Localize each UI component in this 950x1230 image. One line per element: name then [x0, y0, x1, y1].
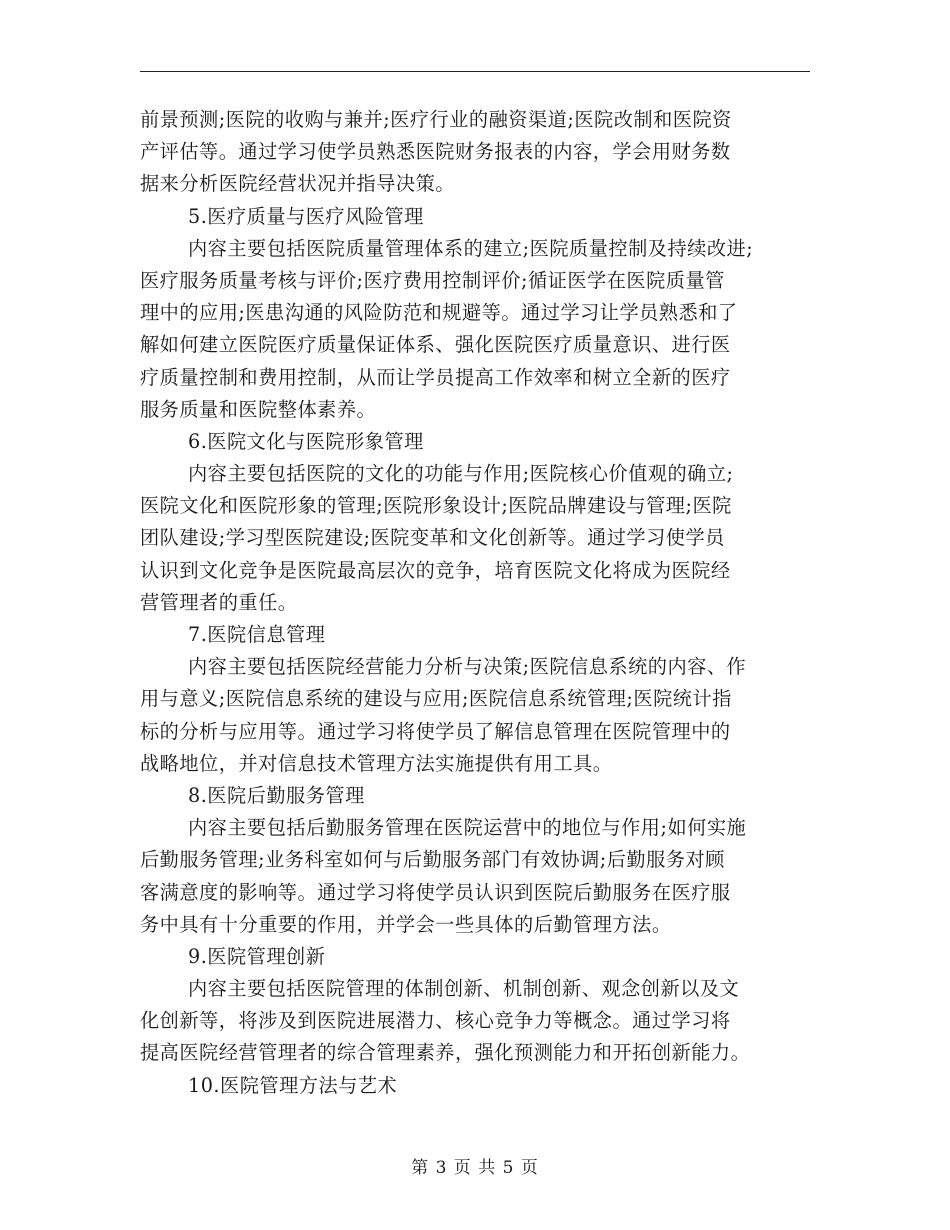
text-line: 营管理者的重任。 — [140, 590, 298, 614]
text-line: 据来分析医院经营状况并指导决策。 — [140, 172, 455, 196]
text-line: 前景预测;医院的收购与兼并;医疗行业的融资渠道;医院改制和医院资 — [140, 108, 732, 131]
text-line: 内容主要包括医院的文化的功能与作用;医院核心价值观的确立; — [188, 462, 734, 486]
text-line: 认识到文化竞争是医院最高层次的竞争，培育医院文化将成为医院经 — [140, 558, 731, 582]
text-line: 标的分析与应用等。通过学习将使学员了解信息管理在医院管理中的 — [140, 719, 731, 743]
text-line: 内容主要包括医院经营能力分析与决策;医院信息系统的内容、作 — [188, 655, 747, 679]
page-footer: 第 3 页 共 5 页 — [411, 1158, 539, 1178]
text-line: 医疗服务质量考核与评价;医疗费用控制评价;循证医学在医院质量管 — [140, 268, 725, 292]
text-line: 5.医疗质量与医疗风险管理 — [188, 204, 424, 228]
text-line: 战略地位，并对信息技术管理方法实施提供有用工具。 — [140, 751, 613, 775]
text-line: 医院文化和医院形象的管理;医院形象设计;医院品牌建设与管理;医院 — [140, 494, 732, 518]
text-line: 8.医院后勤服务管理 — [188, 783, 365, 807]
text-line: 10.医院管理方法与艺术 — [188, 1073, 398, 1097]
text-line: 产评估等。通过学习使学员熟悉医院财务报表的内容，学会用财务数 — [140, 140, 731, 164]
text-line: 内容主要包括医院质量管理体系的建立;医院质量控制及持续改进; — [188, 236, 754, 260]
text-line: 6.医院文化与医院形象管理 — [188, 429, 424, 453]
text-line: 服务质量和医院整体素养。 — [140, 397, 377, 421]
text-line: 化创新等，将涉及到医院进展潜力、核心竞争力等概念。通过学习将 — [140, 1009, 731, 1033]
text-line: 疗质量控制和费用控制，从而让学员提高工作效率和树立全新的医疗 — [140, 365, 731, 389]
document-body — [140, 104, 812, 1102]
text-line: 后勤服务管理;业务科室如何与后勤服务部门有效协调;后勤服务对顾 — [140, 848, 725, 872]
text-line: 9.医院管理创新 — [188, 944, 326, 968]
text-line: 理中的应用;医患沟通的风险防范和规避等。通过学习让学员熟悉和了 — [140, 301, 738, 325]
text-line: 内容主要包括后勤服务管理在医院运营中的地位与作用;如何实施 — [188, 816, 747, 840]
text-line: 提高医院经营管理者的综合管理素养，强化预测能力和开拓创新能力。 — [140, 1041, 751, 1065]
header-rule — [140, 71, 810, 72]
text-line: 解如何建立医院医疗质量保证体系、强化医院医疗质量意识、进行医 — [140, 333, 731, 357]
text-line: 7.医院信息管理 — [188, 623, 326, 646]
text-line: 务中具有十分重要的作用，并学会一些具体的后勤管理方法。 — [140, 912, 672, 936]
text-line: 用与意义;医院信息系统的建设与应用;医院信息系统管理;医院统计指 — [140, 687, 732, 711]
text-line: 内容主要包括医院管理的体制创新、机制创新、观念创新以及文 — [188, 977, 740, 1001]
text-line: 团队建设;学习型医院建设;医院变革和文化创新等。通过学习使学员 — [140, 526, 725, 550]
text-line: 客满意度的影响等。通过学习将使学员认识到医院后勤服务在医疗服 — [140, 880, 731, 904]
